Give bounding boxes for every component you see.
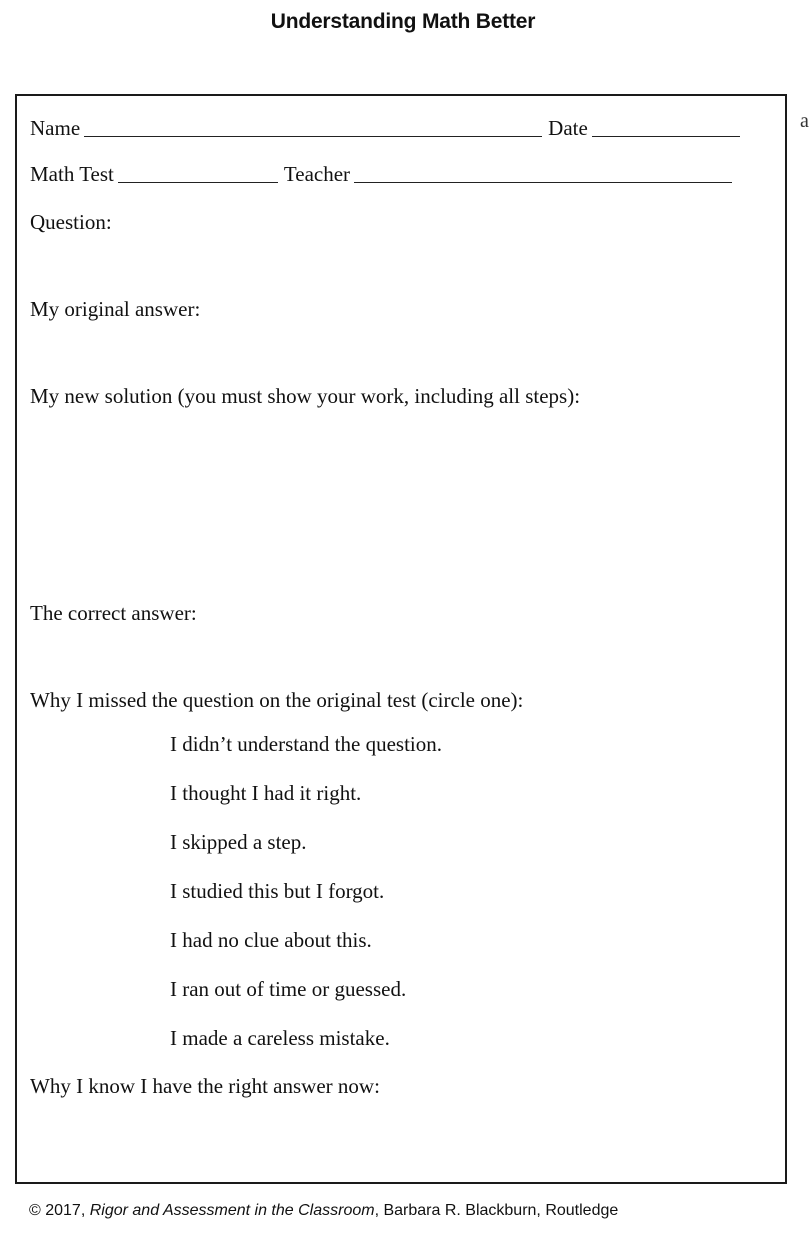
option-careless-mistake[interactable]: I made a careless mistake.: [170, 1026, 390, 1050]
footer-book-title: Rigor and Assessment in the Classroom: [89, 1202, 375, 1219]
date-field[interactable]: [592, 136, 740, 137]
question-label: Question:: [30, 210, 112, 234]
name-date-row: [30, 116, 746, 141]
name-label: Name: [30, 116, 81, 140]
worksheet-form: [15, 94, 787, 1184]
new-solution-label: My new solution (you must show your work, including all steps):: [30, 384, 581, 408]
correct-answer-label: The correct answer:: [30, 601, 197, 625]
option-thought-right[interactable]: I thought I had it right.: [170, 781, 362, 805]
original-answer-label: My original answer:: [30, 297, 201, 321]
cropped-edge-text: a: [800, 110, 809, 132]
footer-prefix: © 2017,: [29, 1202, 90, 1219]
why-right-label: Why I know I have the right answer now:: [30, 1074, 380, 1098]
copyright-footer: [29, 1202, 618, 1220]
teacher-label: Teacher: [283, 162, 351, 186]
option-didnt-understand[interactable]: I didn’t understand the question.: [170, 732, 442, 756]
option-skipped-step[interactable]: I skipped a step.: [170, 830, 307, 854]
page-title: Understanding Math Better: [270, 10, 536, 33]
option-studied-forgot[interactable]: I studied this but I forgot.: [170, 879, 385, 903]
math-test-field[interactable]: [118, 182, 278, 183]
footer-suffix: , Barbara R. Blackburn, Routledge: [374, 1202, 619, 1219]
test-teacher-row: [30, 162, 738, 187]
date-label: Date: [548, 116, 588, 140]
option-no-clue[interactable]: I had no clue about this.: [170, 928, 372, 952]
why-missed-label: Why I missed the question on the original test (circle one):: [30, 688, 524, 712]
name-field[interactable]: [84, 136, 542, 137]
option-ran-out-of-time[interactable]: I ran out of time or guessed.: [170, 977, 407, 1001]
teacher-field[interactable]: [354, 182, 732, 183]
math-test-label: Math Test: [30, 162, 114, 186]
